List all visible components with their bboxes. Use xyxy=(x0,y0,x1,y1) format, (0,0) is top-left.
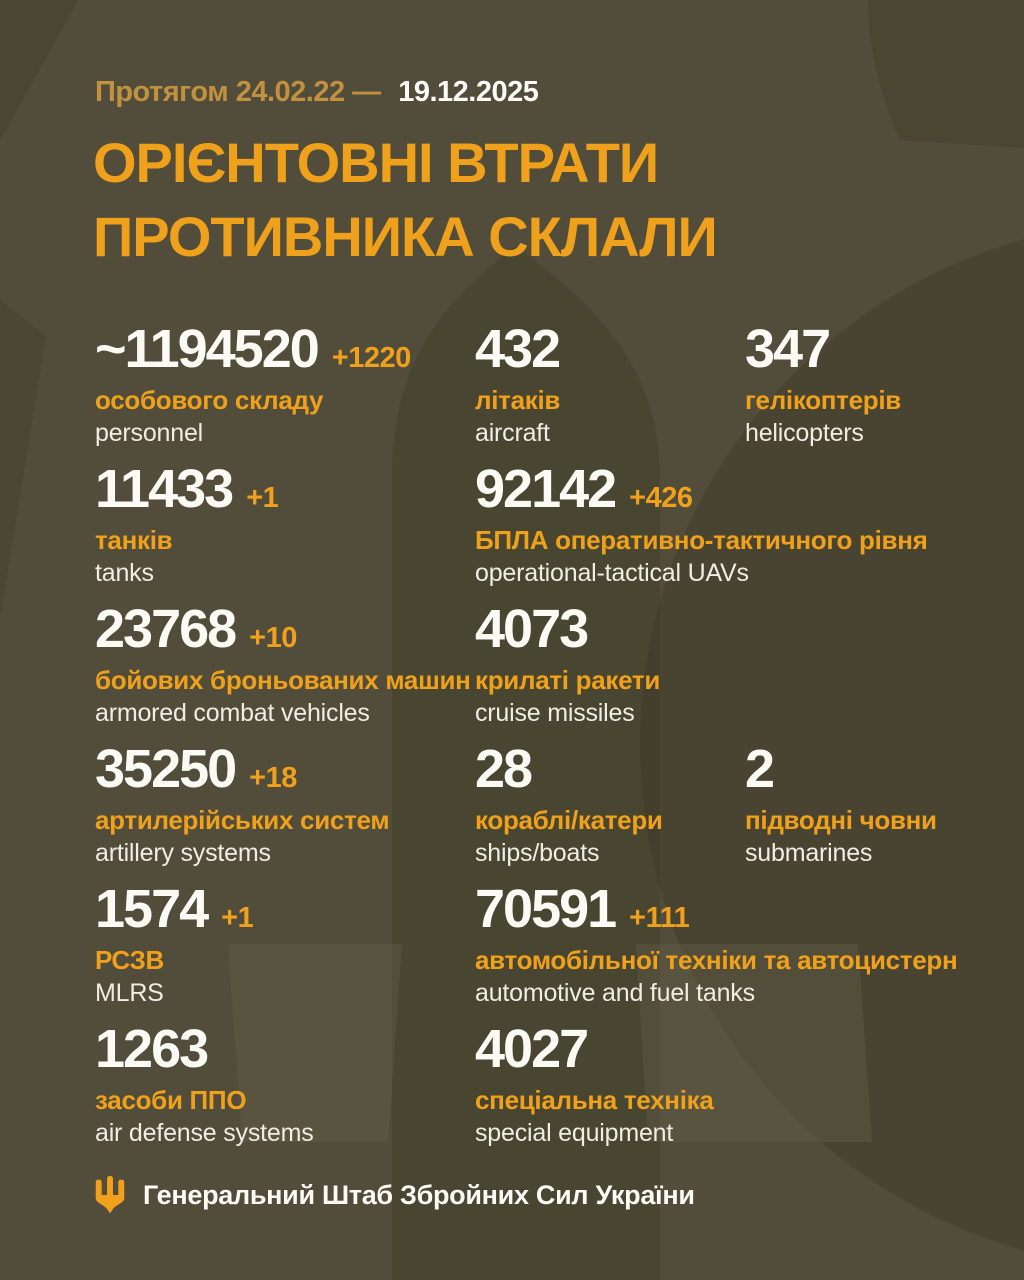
stat-number-line xyxy=(475,599,995,659)
stat-block xyxy=(95,879,475,1022)
stat-label-ua: засоби ППО xyxy=(95,1085,247,1115)
stat-value: 23768 xyxy=(95,599,236,659)
stat-label-ua: кораблі/катери xyxy=(475,805,663,835)
footer-org-name: Генеральний Штаб Збройних Сил України xyxy=(143,1179,695,1210)
stat-label-ua: артилерійських систем xyxy=(95,805,390,835)
stat-block xyxy=(475,1019,995,1162)
stat-block xyxy=(95,599,475,742)
stat-block xyxy=(745,739,995,882)
stat-daily-increase: +10 xyxy=(249,622,297,654)
stat-value: 1574 xyxy=(95,879,208,939)
stat-label-en: tanks xyxy=(95,559,154,587)
stat-label-en: operational-tactical UAVs xyxy=(475,559,749,587)
stat-value: ~1194520 xyxy=(95,319,318,379)
stat-label-en: air defense systems xyxy=(95,1119,314,1147)
stat-block xyxy=(745,319,995,462)
stat-label-ua: БПЛА оперативно-тактичного рівня xyxy=(475,525,928,555)
stat-daily-increase: +426 xyxy=(629,482,693,514)
stat-label-ua: танків xyxy=(95,525,173,555)
stat-daily-increase: +1 xyxy=(246,482,279,514)
stat-block xyxy=(95,459,475,602)
stat-value: 2 xyxy=(745,739,774,799)
stat-label-ua: крилаті ракети xyxy=(475,665,661,695)
trident-icon xyxy=(95,1176,125,1214)
stat-block xyxy=(475,319,745,462)
stat-label-en: MLRS xyxy=(95,979,164,1007)
stat-label-en: aircraft xyxy=(475,419,550,447)
stat-number-line xyxy=(745,739,995,799)
page-title xyxy=(93,126,717,274)
stat-daily-increase: +1220 xyxy=(331,342,411,374)
stat-number-line xyxy=(475,319,745,379)
stat-number-line xyxy=(95,319,475,379)
stat-number-line xyxy=(475,459,995,519)
stat-value: 4073 xyxy=(475,599,588,659)
stat-number-line xyxy=(475,879,995,939)
stat-block xyxy=(475,599,995,742)
stat-label-ua: автомобільної техніки та автоцистерн xyxy=(475,945,958,975)
stat-block xyxy=(475,739,745,882)
stat-block xyxy=(475,459,995,602)
stat-block xyxy=(95,319,475,462)
stat-label-en: cruise missiles xyxy=(475,699,635,727)
stat-label-en: artillery systems xyxy=(95,839,271,867)
stat-value: 11433 xyxy=(95,459,233,519)
footer xyxy=(95,1176,695,1214)
stat-label-en: submarines xyxy=(745,839,873,867)
stat-block xyxy=(95,739,475,882)
stat-label-en: special equipment xyxy=(475,1119,674,1147)
stat-label-ua: особового складу xyxy=(95,385,324,415)
stat-number-line xyxy=(95,1019,475,1079)
stat-value: 347 xyxy=(745,319,830,379)
date-range-current: 19.12.2025 xyxy=(398,76,539,108)
stat-number-line xyxy=(95,459,475,519)
stat-label-ua: РСЗВ xyxy=(95,945,164,975)
stat-value: 92142 xyxy=(475,459,616,519)
stat-label-ua: гелікоптерів xyxy=(745,385,901,415)
stats-grid xyxy=(95,319,995,1162)
stat-value: 35250 xyxy=(95,739,236,799)
stat-number-line xyxy=(475,1019,995,1079)
stat-label-ua: підводні човни xyxy=(745,805,937,835)
stat-value: 28 xyxy=(475,739,532,799)
stat-number-line xyxy=(475,739,745,799)
stat-number-line xyxy=(95,879,475,939)
stat-number-line xyxy=(95,599,475,659)
stat-value: 432 xyxy=(475,319,560,379)
stat-block xyxy=(475,879,995,1022)
stat-daily-increase: +1 xyxy=(221,902,254,934)
stat-daily-increase: +18 xyxy=(249,762,297,794)
stat-label-en: ships/boats xyxy=(475,839,600,867)
page-title-line2: ПРОТИВНИКА СКЛАЛИ xyxy=(93,204,717,268)
stat-label-en: automotive and fuel tanks xyxy=(475,979,755,1007)
page-title-line1: ОРІЄНТОВНІ ВТРАТИ xyxy=(93,131,659,194)
date-range-prefix: Протягом 24.02.22 — xyxy=(95,76,381,108)
stat-label-en: personnel xyxy=(95,419,204,447)
stat-block xyxy=(95,1019,475,1162)
stat-label-ua: спеціальна техніка xyxy=(475,1085,714,1115)
stat-label-en: armored combat vehicles xyxy=(95,699,370,727)
stat-label-en: helicopters xyxy=(745,419,864,447)
stat-label-ua: літаків xyxy=(475,385,561,415)
stat-value: 1263 xyxy=(95,1019,208,1079)
stat-label-ua: бойових броньованих машин xyxy=(95,665,471,695)
date-range xyxy=(95,76,538,109)
stat-value: 70591 xyxy=(475,879,616,939)
stat-number-line xyxy=(95,739,475,799)
stat-number-line xyxy=(745,319,995,379)
stat-daily-increase: +111 xyxy=(629,902,690,934)
stat-value: 4027 xyxy=(475,1019,588,1079)
